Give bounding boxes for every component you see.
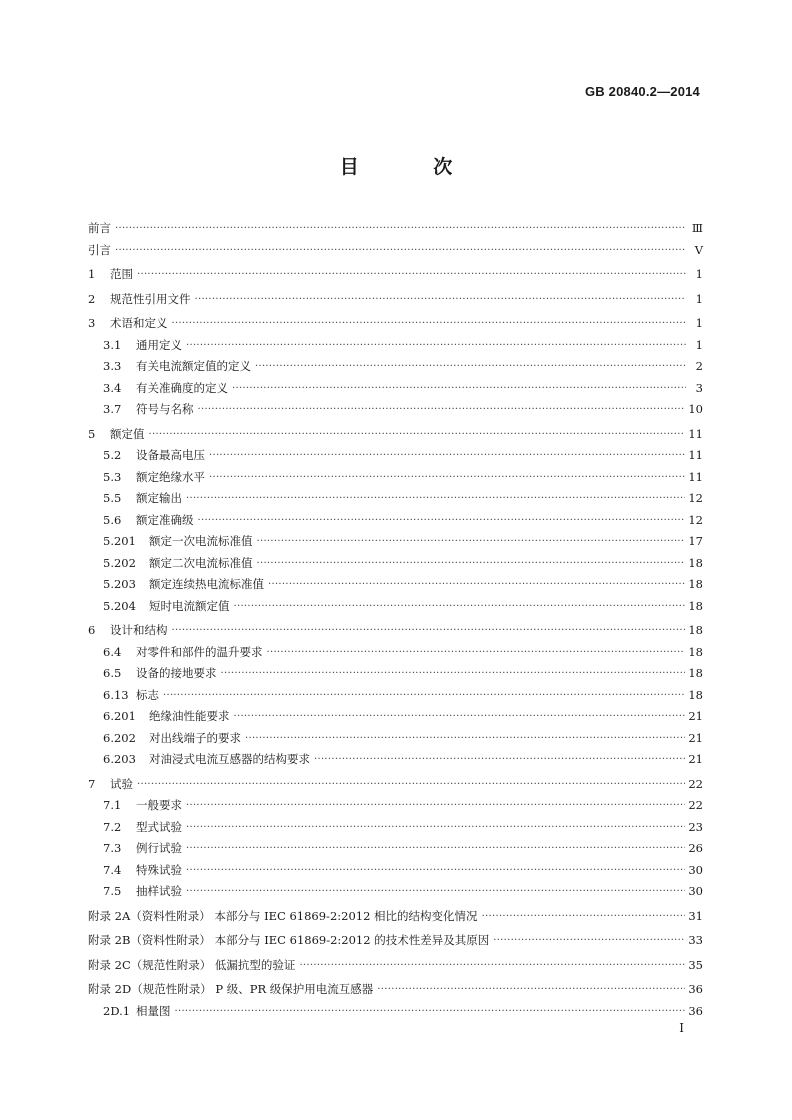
toc-entry[interactable] <box>88 860 703 882</box>
toc-entry-title: 对油浸式电流互感器的结构要求 <box>149 752 310 766</box>
toc-entry[interactable] <box>88 553 703 575</box>
page-title: 目 次 <box>339 156 487 178</box>
toc-entry-number: 3.7 <box>103 402 122 416</box>
toc-entry-number: 7.5 <box>103 884 122 898</box>
page-number: I <box>679 1021 684 1035</box>
toc-entry-page: 31 <box>688 908 703 923</box>
toc-entry-number: 6.202 <box>103 730 136 745</box>
toc-entry-title: 相量图 <box>136 1003 171 1018</box>
toc-entry[interactable] <box>88 817 703 839</box>
toc-entry-title: 规范性引用文件 <box>110 291 191 306</box>
toc-entry[interactable] <box>88 979 703 1001</box>
toc-entry-title: 例行试验 <box>136 841 182 855</box>
toc-entry-title: 额定绝缘水平 <box>136 469 205 484</box>
toc-entry-title: 型式试验 <box>136 819 182 834</box>
toc-entry-title: 范围 <box>110 267 133 281</box>
toc-entry-page: 18 <box>688 623 703 637</box>
toc-entry-page: 11 <box>688 469 703 484</box>
toc-entry-page: 35 <box>688 957 703 972</box>
toc-entry-number: 7.3 <box>103 841 122 855</box>
toc-entry[interactable] <box>88 620 703 642</box>
toc-entry-page: 26 <box>688 841 703 855</box>
toc-entry-number: 1 <box>88 267 96 281</box>
toc-entry-title: 附录 2A（资料性附录） 本部分与 IEC 61869-2:2012 相比的结构变化情况 <box>88 908 478 923</box>
toc-entry[interactable] <box>88 774 703 796</box>
toc-leader-dots <box>299 955 685 977</box>
toc-entry-number: 5.2 <box>103 448 122 462</box>
toc-entry[interactable] <box>88 313 703 335</box>
toc-entry[interactable] <box>88 881 703 903</box>
toc-leader-dots <box>209 467 685 489</box>
toc-entry-title: 设备最高电压 <box>136 448 205 462</box>
toc-leader-dots <box>172 313 687 335</box>
toc-entry-number: 3 <box>88 316 96 330</box>
toc-entry-title: 额定连续热电流标准值 <box>149 577 264 591</box>
toc-entry[interactable] <box>88 467 703 489</box>
toc-entry-page: 33 <box>688 933 703 947</box>
toc-entry-number: 7.4 <box>103 862 122 877</box>
toc-leader-dots <box>493 930 685 952</box>
toc-entry[interactable] <box>88 445 703 467</box>
toc-entry-page: 1 <box>695 267 703 281</box>
toc-leader-dots <box>314 749 685 771</box>
toc-entry[interactable] <box>88 218 703 240</box>
toc-entry[interactable] <box>88 378 703 400</box>
toc-entry-number: 7 <box>88 776 96 791</box>
toc-entry-number: 3.1 <box>103 337 122 352</box>
toc-leader-dots <box>186 860 685 882</box>
toc-leader-dots <box>149 424 686 446</box>
toc-entry-number: 5.204 <box>103 598 136 613</box>
toc-entry-page: 11 <box>688 426 703 441</box>
toc-entry-title: 额定一次电流标准值 <box>149 534 253 548</box>
toc-leader-dots <box>186 795 685 817</box>
toc-leader-dots <box>115 240 686 262</box>
toc-entry-title: 通用定义 <box>136 337 182 352</box>
toc-entry-title: 设备的接地要求 <box>136 666 217 680</box>
toc-entry[interactable] <box>88 531 703 553</box>
toc-entry-title: 绝缘油性能要求 <box>149 709 230 723</box>
toc-entry-number: 5.6 <box>103 512 122 527</box>
toc-entry-title: 有关电流额定值的定义 <box>136 359 251 373</box>
toc-entry[interactable] <box>88 728 703 750</box>
toc-entry[interactable] <box>88 596 703 618</box>
toc-entry-number: 6.5 <box>103 666 122 680</box>
toc-entry[interactable] <box>88 663 703 685</box>
toc-entry-number: 7.1 <box>103 798 122 812</box>
toc-entry-number: 6.203 <box>103 752 136 766</box>
toc-entry-page: 22 <box>688 798 703 812</box>
toc-leader-dots <box>198 399 686 421</box>
toc-entry[interactable] <box>88 424 703 446</box>
toc-leader-dots <box>482 906 686 928</box>
toc-leader-dots <box>186 335 686 357</box>
toc-entry-number: 6.4 <box>103 644 122 659</box>
toc-entry[interactable] <box>88 289 703 311</box>
toc-leader-dots <box>172 620 686 642</box>
toc-leader-dots <box>255 356 686 378</box>
toc-entry-page: Ⅲ <box>691 221 703 235</box>
toc-entry[interactable] <box>88 240 703 262</box>
toc-entry-page: 12 <box>688 512 703 527</box>
toc-entry-title: 附录 2B（资料性附录） 本部分与 IEC 61869-2:2012 的技术性差异及其原因 <box>88 933 490 947</box>
toc-entry-page: 18 <box>688 687 703 702</box>
toc-entry-number: 5.201 <box>103 534 136 548</box>
toc-entry[interactable] <box>88 838 703 860</box>
toc-entry-page: 36 <box>688 982 703 996</box>
toc-entry-title: 对出线端子的要求 <box>149 730 241 745</box>
toc-leader-dots <box>232 378 686 400</box>
toc-leader-dots <box>175 1001 686 1023</box>
toc-entry-title: 额定二次电流标准值 <box>149 555 253 570</box>
toc-entry[interactable] <box>88 642 703 664</box>
toc-entry-page: Ⅴ <box>694 242 703 257</box>
toc-entry-title: 附录 2D（规范性附录） P 级、PR 级保护用电流互感器 <box>88 982 374 996</box>
toc-entry-title: 术语和定义 <box>110 316 168 330</box>
toc-entry-page: 30 <box>688 884 703 898</box>
toc-entry-page: 23 <box>688 819 703 834</box>
toc-leader-dots <box>186 881 685 903</box>
toc-entry-title: 符号与名称 <box>136 402 194 416</box>
toc-entry-number: 5.202 <box>103 555 136 570</box>
toc-entry-page: 11 <box>688 448 703 462</box>
toc-entry-page: 21 <box>688 752 703 766</box>
toc-entry-title: 引言 <box>88 242 111 257</box>
toc-entry-title: 额定准确级 <box>136 512 194 527</box>
toc-entry-page: 18 <box>688 644 703 659</box>
toc-entry-number: 5.5 <box>103 491 122 505</box>
toc-entry-title: 附录 2C（规范性附录） 低漏抗型的验证 <box>88 957 296 972</box>
standard-number: GB 20840.2—2014 <box>584 84 700 99</box>
toc-leader-dots <box>115 218 686 240</box>
toc-entry-number: 3.3 <box>103 359 122 373</box>
toc-leader-dots <box>267 642 686 664</box>
toc-entry[interactable] <box>88 488 703 510</box>
toc-entry[interactable] <box>88 706 703 728</box>
toc-leader-dots <box>234 596 686 618</box>
toc-entry-number: 5.203 <box>103 577 136 591</box>
toc-leader-dots <box>186 838 685 860</box>
toc-entry[interactable] <box>88 399 703 421</box>
toc-entry-title: 设计和结构 <box>110 623 168 637</box>
toc-entry-title: 前言 <box>88 221 111 235</box>
toc-entry-number: 2 <box>88 291 96 306</box>
toc-entry-page: 1 <box>695 337 703 352</box>
toc-entry-page: 1 <box>695 291 703 306</box>
toc-entry-page: 10 <box>688 402 703 416</box>
toc-entry-title: 有关准确度的定义 <box>136 380 228 395</box>
toc-leader-dots <box>137 264 686 286</box>
toc-entry-title: 对零件和部件的温升要求 <box>136 644 263 659</box>
toc-entry[interactable] <box>88 795 703 817</box>
toc-entry-number: 6.201 <box>103 709 136 723</box>
toc-leader-dots <box>257 531 686 553</box>
toc-entry[interactable] <box>88 749 703 771</box>
toc-entry[interactable] <box>88 685 703 707</box>
toc-entry-page: 18 <box>688 555 703 570</box>
toc-entry[interactable] <box>88 356 703 378</box>
toc-leader-dots <box>186 488 685 510</box>
toc-entry[interactable] <box>88 574 703 596</box>
toc-leader-dots <box>221 663 686 685</box>
toc-entry-page: 36 <box>688 1003 703 1018</box>
toc-leader-dots <box>195 289 687 311</box>
toc-entry[interactable] <box>88 1001 703 1023</box>
toc-leader-dots <box>163 685 685 707</box>
toc-entry-page: 30 <box>688 862 703 877</box>
toc-entry-page: 21 <box>688 730 703 745</box>
toc-entry-page: 21 <box>688 709 703 723</box>
toc-entry-title: 额定值 <box>110 426 145 441</box>
toc-entry[interactable] <box>88 955 703 977</box>
toc-entry-page: 12 <box>688 491 703 505</box>
toc-leader-dots <box>198 510 686 532</box>
toc-entry[interactable] <box>88 906 703 928</box>
toc-entry-page: 18 <box>688 577 703 591</box>
toc-leader-dots <box>137 774 685 796</box>
toc-leader-dots <box>245 728 685 750</box>
toc-leader-dots <box>234 706 686 728</box>
toc-entry-number: 5.3 <box>103 469 122 484</box>
toc-entry-number: 3.4 <box>103 380 122 395</box>
toc-leader-dots <box>257 553 686 575</box>
toc-entry-title: 标志 <box>136 687 159 702</box>
toc-entry-number: 6 <box>88 623 96 637</box>
toc-entry[interactable] <box>88 510 703 532</box>
toc-entry-title: 短时电流额定值 <box>149 598 230 613</box>
toc-entry-title: 抽样试验 <box>136 884 182 898</box>
toc-entry-number: 6.13 <box>103 687 129 702</box>
toc-leader-dots <box>268 574 685 596</box>
toc-entry[interactable] <box>88 335 703 357</box>
toc-leader-dots <box>186 817 685 839</box>
toc-entry-number: 5 <box>88 426 96 441</box>
toc-entry[interactable] <box>88 264 703 286</box>
toc-entry-title: 特殊试验 <box>136 862 182 877</box>
toc-entry[interactable] <box>88 930 703 952</box>
toc-entry-title: 额定输出 <box>136 491 182 505</box>
toc-entry-page: 2 <box>695 359 703 373</box>
toc-entry-number: 2D.1 <box>103 1003 131 1018</box>
toc-entry-page: 17 <box>688 534 703 548</box>
table-of-contents <box>88 218 703 1022</box>
toc-entry-title: 一般要求 <box>136 798 182 812</box>
toc-leader-dots <box>377 979 685 1001</box>
toc-entry-page: 18 <box>688 666 703 680</box>
toc-entry-title: 试验 <box>110 776 133 791</box>
toc-entry-page: 1 <box>695 316 703 330</box>
toc-leader-dots <box>209 445 685 467</box>
toc-entry-page: 3 <box>695 380 703 395</box>
toc-entry-page: 22 <box>688 776 703 791</box>
toc-entry-number: 7.2 <box>103 819 122 834</box>
toc-entry-page: 18 <box>688 598 703 613</box>
